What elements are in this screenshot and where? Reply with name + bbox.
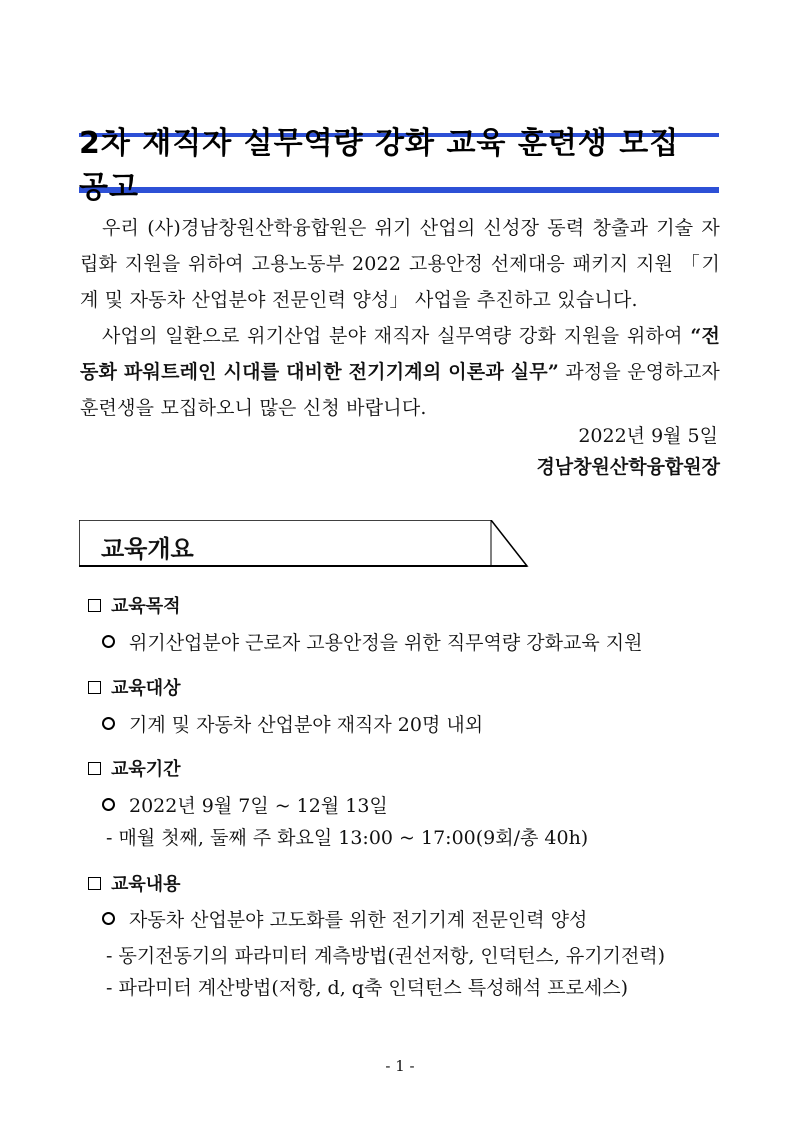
content-sub-2: - 파라미터 계산방법(저항, d, q축 인덕턴스 특성해석 프로세스): [106, 977, 629, 999]
document-title: 2차 재직자 실무역량 강화 교육 훈련생 모집 공고: [79, 126, 680, 205]
intro-paragraph-2-tail: 과정을 운영하고자 훈련생을 모집하오니 많은 신청 바랍니다.: [80, 361, 720, 419]
square-bullet-icon: [88, 681, 101, 694]
heading-content: [88, 870, 181, 896]
square-bullet-icon: [88, 599, 101, 612]
title-banner: [79, 126, 719, 205]
signer-name: 경남창원산학융합원장: [536, 456, 720, 478]
target-item: [102, 710, 483, 737]
heading-content-label: 교육내용: [111, 874, 181, 895]
heading-period: [88, 755, 181, 781]
section-title: 교육개요: [101, 535, 194, 563]
heading-target-label: 교육대상: [111, 678, 181, 699]
circle-bullet-icon: [102, 717, 115, 730]
period-item: [102, 791, 388, 818]
announcement-date: 2022년 9월 5일: [578, 425, 718, 447]
heading-purpose-label: 교육목적: [111, 596, 181, 617]
circle-bullet-icon: [102, 798, 115, 811]
intro-paragraph-1: [80, 210, 720, 318]
intro-paragraph-2-text: 사업의 일환으로 위기산업 분야 재직자 실무역량 강화 지원을 위하여: [102, 325, 683, 347]
square-bullet-icon: [88, 877, 101, 890]
period-item-text: 2022년 9월 7일 ~ 12월 13일: [129, 795, 388, 817]
page-number: - 1 -: [385, 1057, 415, 1075]
purpose-item: [102, 628, 642, 655]
heading-period-label: 교육기간: [111, 759, 181, 780]
intro-paragraph-2: [80, 318, 720, 426]
purpose-item-text: 위기산업분야 근로자 고용안정을 위한 직무역량 강화교육 지원: [129, 632, 643, 654]
period-sub: - 매월 첫째, 둘째 주 화요일 13:00 ~ 17:00(9회/총 40h): [106, 827, 589, 849]
intro-paragraph-1-text: 우리 (사)경남창원산학융합원은 위기 산업의 신성장 동력 창출과 기술 자립화 지원을 위하여 고용노동부 2022 고용안정 선제대응 패키지 지원 「기계 및 자동차 산업분야 전문인력 양성」 사업을 추진하고 있습니다.: [80, 217, 720, 311]
content-sub-1: - 동기전동기의 파라미터 계측방법(권선저항, 인덕턴스, 유기기전력): [106, 945, 666, 967]
content-item-text: 자동차 산업분야 고도화를 위한 전기기계 전문인력 양성: [129, 909, 588, 931]
target-item-text: 기계 및 자동차 산업분야 재직자 20명 내외: [129, 714, 484, 736]
content-item: [102, 905, 587, 932]
heading-purpose: [88, 592, 181, 618]
square-bullet-icon: [88, 762, 101, 775]
course-name: “전동화 파워트레인 시대를 대비한 전기기계의 이론과 실무”: [80, 325, 720, 383]
heading-target: [88, 674, 181, 700]
circle-bullet-icon: [102, 635, 115, 648]
section-tab: [79, 520, 529, 568]
circle-bullet-icon: [102, 912, 115, 925]
